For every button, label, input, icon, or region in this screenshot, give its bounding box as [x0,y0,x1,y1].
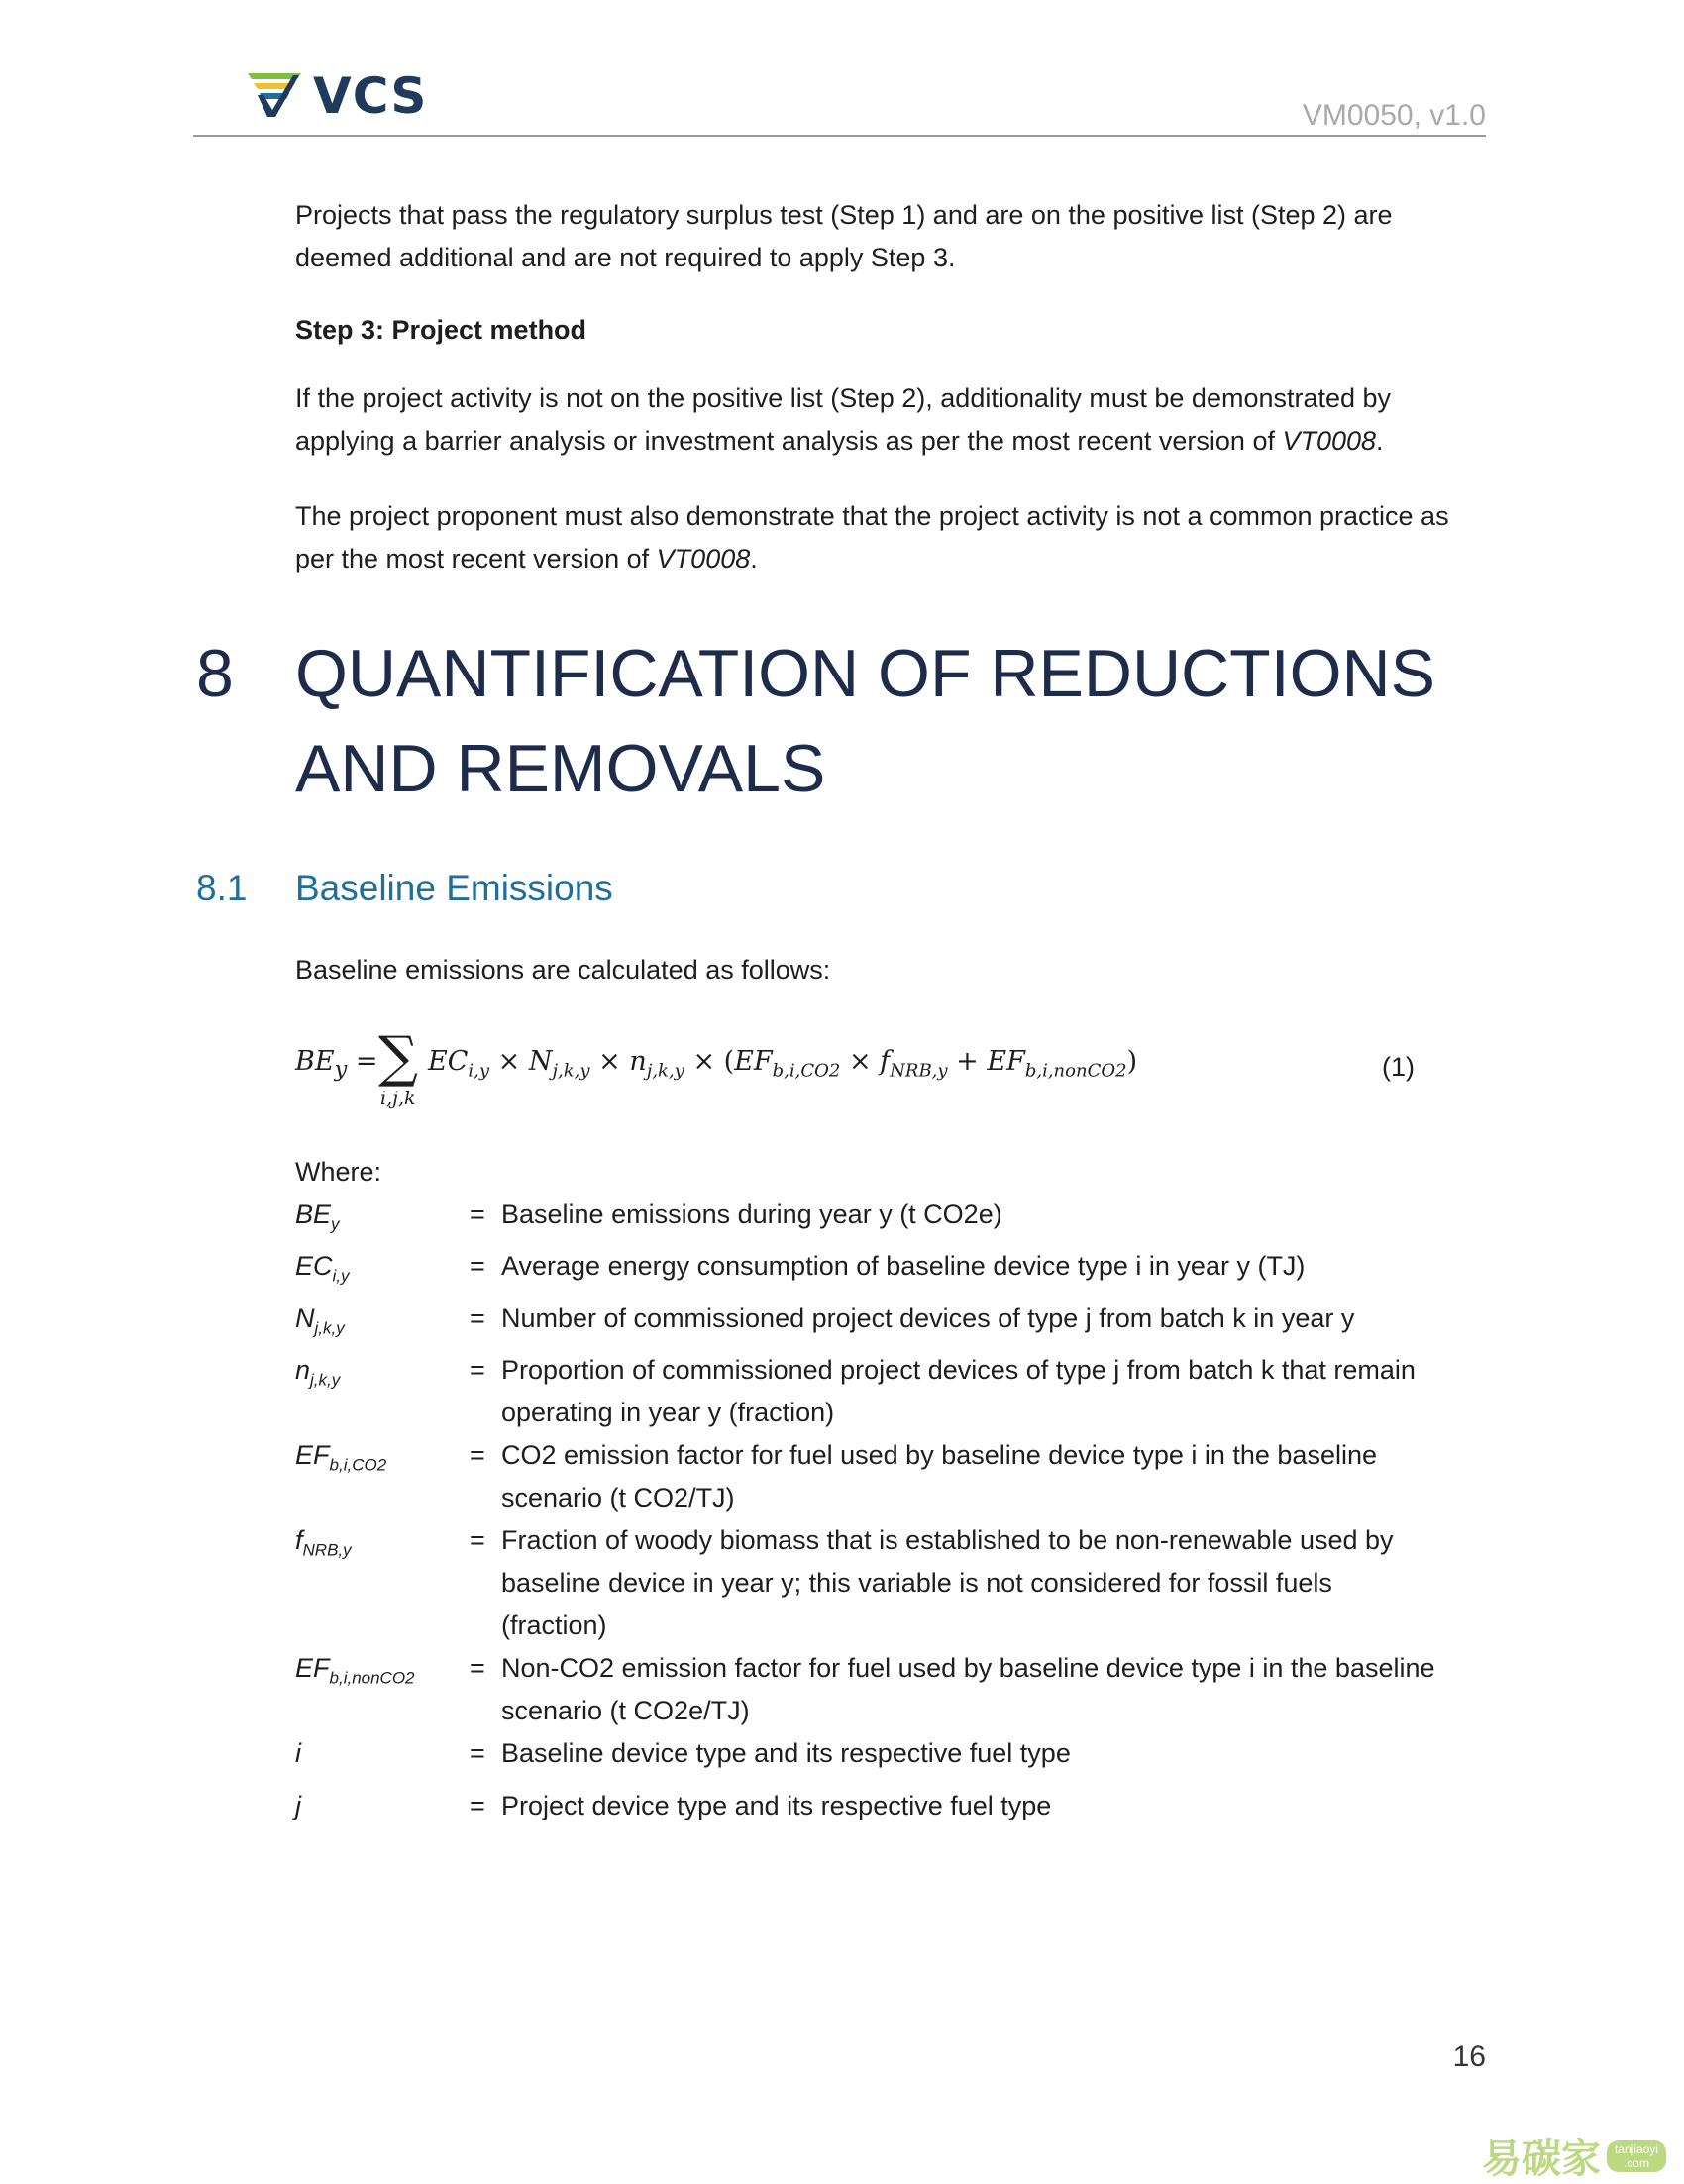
paragraph-additional: Projects that pass the regulatory surplus test (Step 1) and are on the positive list (Step 2) are deemed additional and are not required to apply Step 3. [295,200,1393,272]
watermark-text: 易碳家 [1481,2136,1601,2182]
equation-rhs: $EC_{i,y} \times N_{j,k,y} \times n_{j,k,y} \times (EF_{b,i,CO2} \times f_{NRB,y} + EF_{b,i,nonCO2})$ [428,1046,1138,1082]
variable-definitions [295,1194,1484,1836]
definition-text: Number of commissioned project devices of type j from batch k in year y [501,1302,1355,1333]
definition-equals: = [470,1302,485,1333]
definition-text: Proportion of commissioned project devices of type j from batch k that remain operating in year y (fraction) [501,1355,1416,1428]
definition-text: Non-CO2 emission factor for fuel used by baseline device type i in the baseline scenario (t CO2e/TJ) [501,1653,1435,1726]
definition-equals: = [470,1440,485,1471]
definition-equals: = [470,1653,485,1684]
definition-equals: = [470,1738,485,1769]
definition-row [295,1647,1484,1732]
where-label: Where: [295,1157,382,1187]
definition-equals: = [470,1199,485,1229]
definition-symbol: $n_{j,k,y}$ [295,1355,341,1390]
definition-row [295,1434,1484,1519]
definition-row [295,1519,1484,1647]
watermark [1482,2128,1666,2184]
definition-row [295,1785,1484,1836]
definition-equals: = [470,1790,485,1820]
summation-index: i,j,k [380,1088,416,1109]
definition-symbol: $EF_{b,i,CO2}$ [295,1440,387,1475]
definition-text: Baseline emissions during year y (t CO2e) [501,1199,1002,1229]
chapter-title: QUANTIFICATION OF REDUCTIONS AND REMOVALS [295,636,1435,806]
equation-1 [295,1025,1415,1129]
vt0008-reference: VT0008 [1282,426,1377,456]
vcs-logo-text: VCS [313,67,428,125]
definition-row [295,1245,1484,1297]
definition-text: Project device type and its respective fuel type [501,1790,1052,1820]
definition-text: Fraction of woody biomass that is established to be non-renewable used by baseline device in year y; this variable is not considered for fossil fuels (fraction) [501,1525,1394,1641]
definition-text: Average energy consumption of baseline device type i in year y (TJ) [501,1251,1306,1282]
step3-heading: Step 3: Project method [295,315,587,345]
paragraph-common-practice: The project proponent must also demonstrate that the project activity is not a common practice as per the most recent version of VT0008. [295,501,1449,573]
watermark-badge: tanjiaoyi .com [1607,2140,1666,2172]
vcs-check-icon [246,67,303,125]
definition-row [295,1194,1484,1245]
chapter-number: 8 [196,636,234,711]
section-title: Baseline Emissions [295,868,613,908]
definition-row [295,1732,1484,1784]
intro-text: Baseline emissions are calculated as follows: [295,955,831,985]
definition-equals: = [470,1251,485,1282]
definition-symbol: $N_{j,k,y}$ [295,1302,345,1338]
definition-symbol: $EF_{b,i,nonCO2}$ [295,1653,415,1688]
definition-symbol: $f_{NRB,y}$ [295,1525,352,1560]
definition-equals: = [470,1355,485,1386]
equation-number: (1) [1382,1052,1415,1082]
vcs-logo [246,67,427,125]
document-id: VM0050, v1.0 [1302,99,1486,132]
definition-symbol: $BE_y$ [295,1199,340,1234]
vt0008-reference: VT0008 [656,544,751,573]
header-divider [193,135,1486,137]
definition-equals: = [470,1525,485,1556]
definition-text: Baseline device type and its respective fuel type [501,1738,1071,1769]
page-number: 16 [1452,2040,1486,2073]
definition-row [295,1349,1484,1434]
section-number: 8.1 [196,868,248,908]
equation-lhs: $BE_y$ = [295,1046,378,1083]
definition-symbol: i [295,1738,301,1769]
definition-symbol: j [295,1790,301,1820]
paragraph-step3: If the project activity is not on the positive list (Step 2), additionality must be demonstrated by applying a barrier analysis or investment analysis as per the most recent version of VT0008. [295,383,1392,456]
definition-symbol: $EC_{i,y}$ [295,1251,350,1286]
definition-text: CO2 emission factor for fuel used by baseline device type i in the baseline scenario (t CO2/TJ) [501,1440,1377,1513]
summation-symbol: ∑ [378,1025,418,1090]
definition-row [295,1298,1484,1349]
